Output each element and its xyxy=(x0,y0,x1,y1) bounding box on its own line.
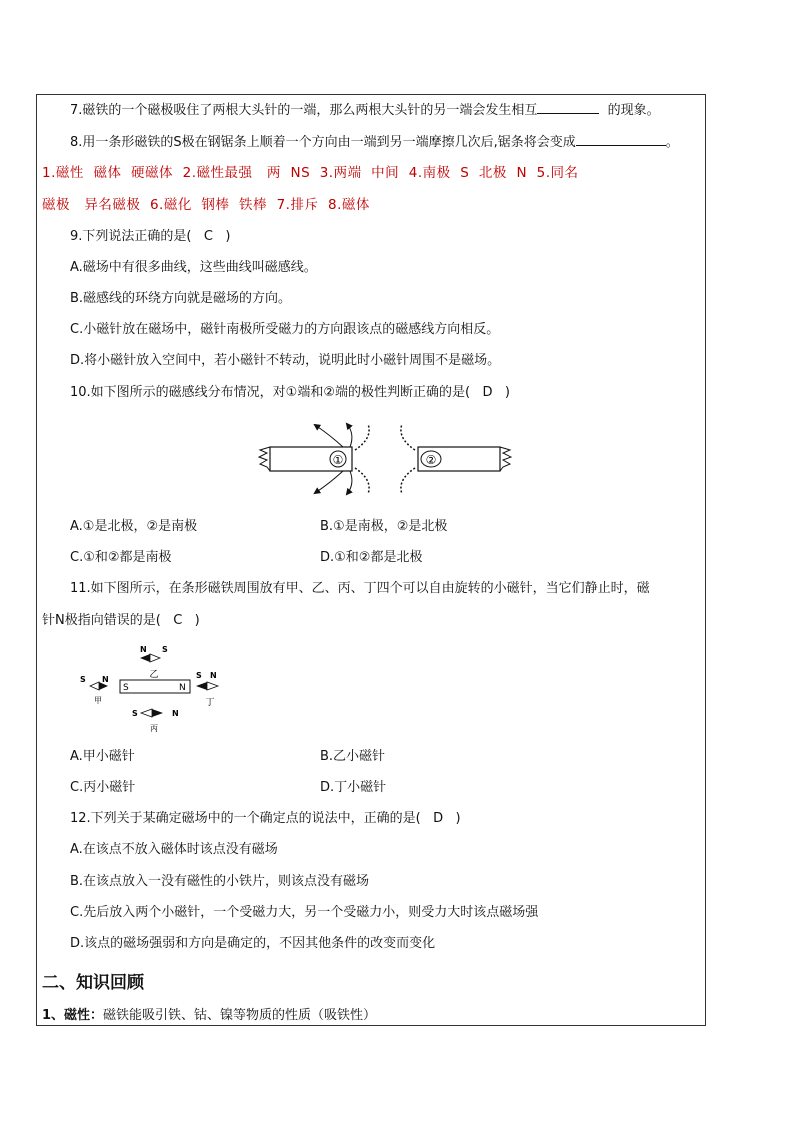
question-11-stem-line-1: 11.如下图所示，在条形磁铁周围放有甲、乙、丙、丁四个可以自由旋转的小磁针，当它们静止时，磁 xyxy=(70,581,650,596)
compass-jia-s-label: S xyxy=(80,675,86,684)
question-11-option-b: B.乙小磁针 xyxy=(320,749,386,764)
knowledge-item-1-label: 1、磁性： xyxy=(42,1008,104,1023)
answers-line-2: 磁极 异名磁极 6.磁化 钢棒 铁棒 7.排斥 8.磁体 xyxy=(42,197,370,213)
field-line-dotted xyxy=(355,424,369,450)
compass-figure xyxy=(74,640,234,735)
compass-yi-s-label: S xyxy=(162,645,168,654)
compass-ding-needle-dark xyxy=(196,682,207,690)
compass-jia-needle-light xyxy=(90,682,99,690)
question-7-text: 7.磁铁的一个磁极吸住了两根大头针的一端，那么两根大头针的另一端会发生相互 xyxy=(70,103,538,118)
question-12-option-a: A.在该点不放入磁体时该点没有磁场 xyxy=(70,842,278,857)
compass-ding-n-label: N xyxy=(210,671,217,680)
field-line-dotted xyxy=(401,424,415,450)
question-10-option-a: A.①是北极，②是南极 xyxy=(70,519,198,534)
compass-yi-label: 乙 xyxy=(149,670,159,680)
bar-magnet-s-label: S xyxy=(123,683,129,693)
compass-bing-s-label: S xyxy=(132,709,138,718)
compass-bing-label: 丙 xyxy=(150,724,158,733)
compass-yi-needle-light xyxy=(150,654,160,662)
compass-bing-n-label: N xyxy=(172,709,179,718)
end-1-label: ① xyxy=(332,453,344,467)
compass-yi-n-label: N xyxy=(140,645,147,654)
question-9-stem: 9.下列说法正确的是( C ) xyxy=(70,229,231,244)
compass-bing-needle-light xyxy=(141,709,152,717)
question-11-stem-line-2: 针N极指向错误的是( C ) xyxy=(42,613,200,628)
compass-ding-s-label: S xyxy=(196,671,202,680)
question-10-option-b: B.①是南极，②是北极 xyxy=(320,519,448,534)
question-10-option-d: D.①和②都是北极 xyxy=(320,550,423,565)
question-11-option-c: C.丙小磁针 xyxy=(70,780,136,795)
question-7-tail: 的现象。 xyxy=(607,103,660,118)
question-9-option-a: A.磁场中有很多曲线，这些曲线叫磁感线。 xyxy=(70,260,317,275)
question-12-option-d: D.该点的磁场强弱和方向是确定的，不因其他条件的改变而变化 xyxy=(70,936,436,951)
magnet-field-figure xyxy=(255,420,525,500)
question-9-option-b: B.磁感线的环绕方向就是磁场的方向。 xyxy=(70,291,292,306)
bar-magnet-n-label: N xyxy=(179,683,186,693)
question-12-option-b: B.在该点放入一没有磁性的小铁片，则该点没有磁场 xyxy=(70,874,370,889)
left-break-mark xyxy=(259,447,270,471)
question-12-stem: 12.下列关于某确定磁场中的一个确定点的说法中，正确的是( D ) xyxy=(70,811,461,826)
compass-ding-needle-light xyxy=(207,682,218,690)
compass-bing-needle-dark xyxy=(152,709,163,717)
question-10-stem: 10.如下图所示的磁感线分布情况，对①端和②端的极性判断正确的是( D ) xyxy=(70,385,510,400)
field-line-dotted xyxy=(401,468,415,494)
question-8-text: 8.用一条形磁铁的S极在钢锯条上顺着一个方向由一端到另一端摩擦几次后,锯条将会变成 xyxy=(70,135,576,150)
field-line xyxy=(315,425,343,447)
question-12-option-c: C.先后放入两个小磁针，一个受磁力大，另一个受磁力小，则受力大时该点磁场强 xyxy=(70,905,539,920)
right-break-mark xyxy=(500,447,511,471)
question-11-option-d: D.丁小磁针 xyxy=(320,780,387,795)
knowledge-item-1-text: 磁铁能吸引铁、钴、镍等物质的性质（吸铁性） xyxy=(103,1008,377,1023)
section-heading: 二、知识回顾 xyxy=(42,973,144,993)
end-2-label: ② xyxy=(425,453,437,467)
compass-jia-n-label: N xyxy=(102,675,109,684)
compass-ding-label: 丁 xyxy=(205,698,215,708)
answer-blank xyxy=(576,133,666,146)
field-line xyxy=(315,471,343,493)
field-line xyxy=(347,471,352,494)
compass-jia-label: 甲 xyxy=(94,696,102,705)
question-8-tail: 。 xyxy=(665,135,679,150)
answer-blank xyxy=(537,101,599,114)
knowledge-item-1 xyxy=(42,1007,376,1025)
field-line-dotted xyxy=(355,468,369,494)
compass-yi-needle-dark xyxy=(140,654,150,662)
question-11-option-a: A.甲小磁针 xyxy=(70,749,135,764)
field-line xyxy=(347,424,352,447)
question-10-option-c: C.①和②都是南极 xyxy=(70,550,172,565)
question-9-option-d: D.将小磁针放入空间中，若小磁针不转动，说明此时小磁针周围不是磁场。 xyxy=(70,353,501,368)
answers-line-1: 1.磁性 磁体 硬磁体 2.磁性最强 两 NS 3.两端 中间 4.南极 S 北极 N 5.同名 xyxy=(42,165,579,181)
question-9-option-c: C.小磁针放在磁场中，磁针南极所受磁力的方向跟该点的磁感线方向相反。 xyxy=(70,322,500,337)
question-8 xyxy=(70,133,679,152)
question-7 xyxy=(70,101,660,120)
